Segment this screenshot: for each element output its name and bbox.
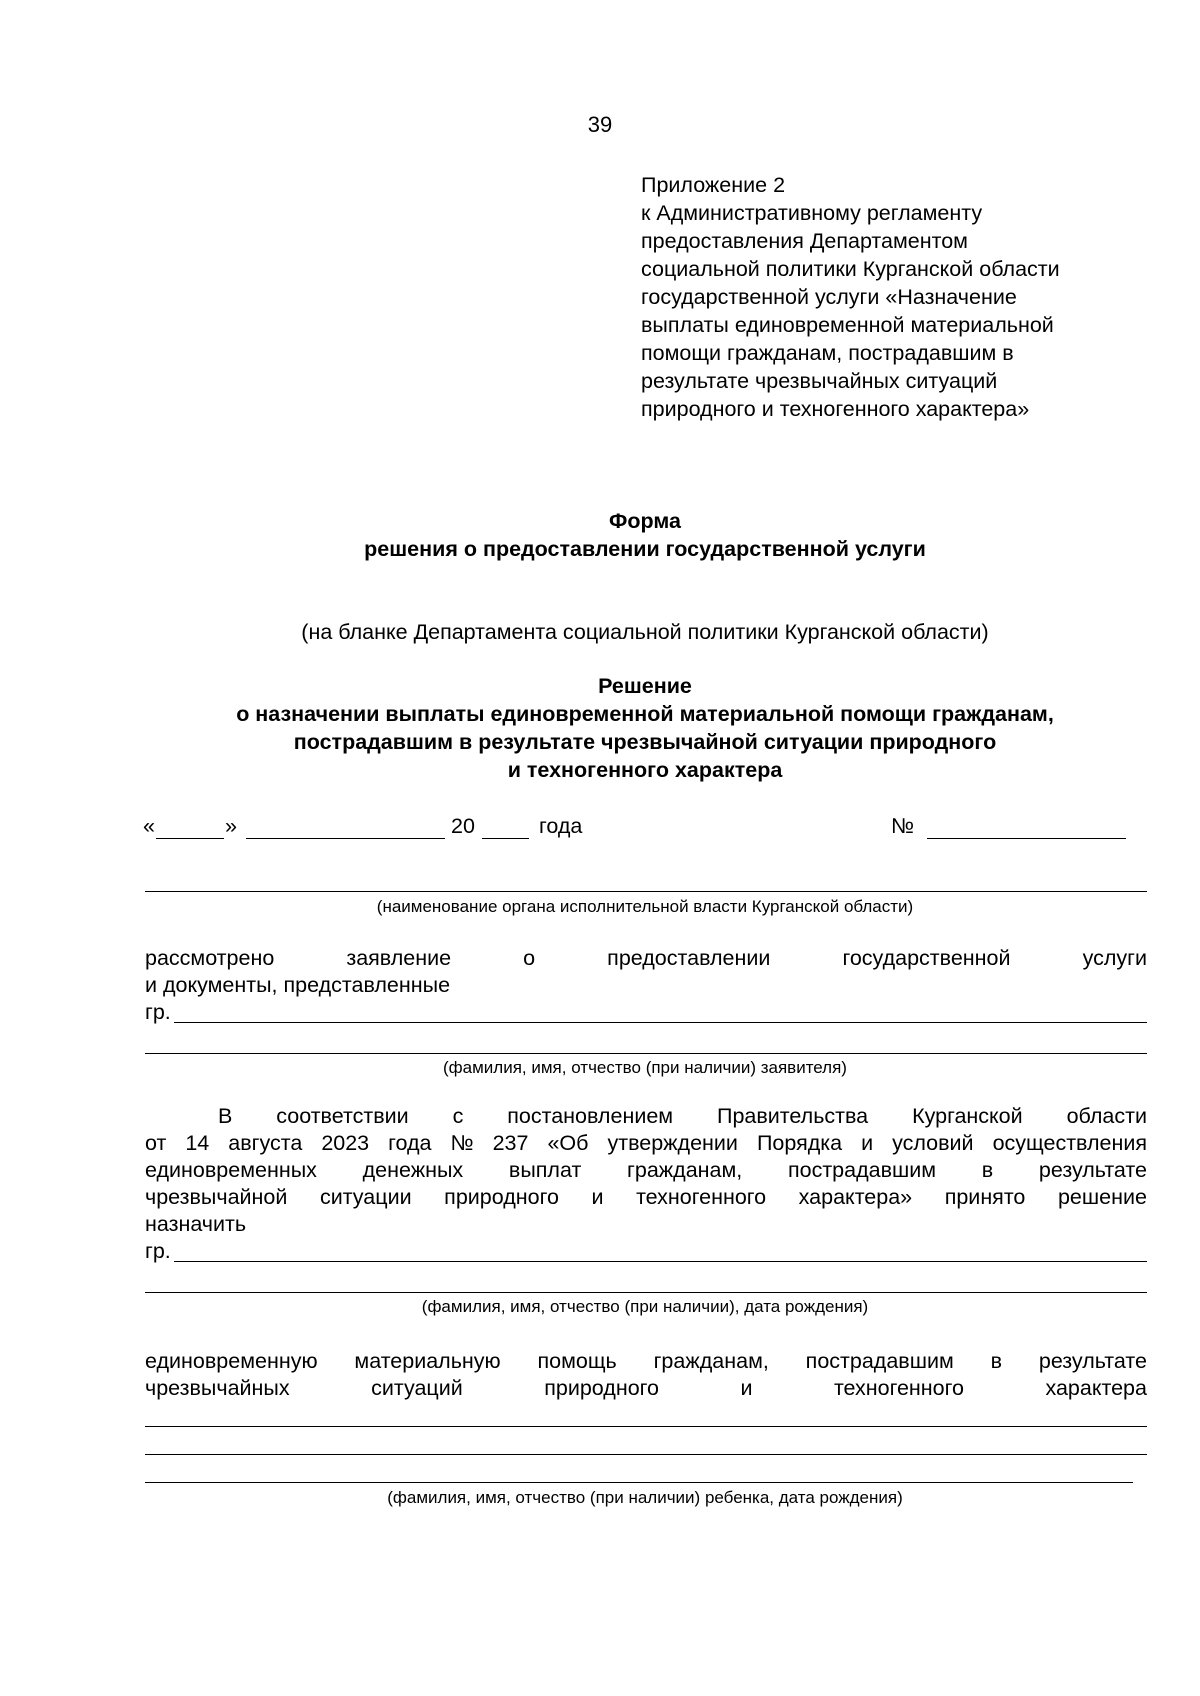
word: с xyxy=(452,1104,464,1128)
open-quote: « xyxy=(143,814,155,838)
recipient-caption: (фамилия, имя, отчество (при наличии), дата рождения) xyxy=(421,1297,869,1316)
decision-line-2 xyxy=(145,1130,1147,1157)
word: условий xyxy=(892,1131,974,1155)
word: материальную xyxy=(354,1349,501,1373)
word: выплат xyxy=(508,1158,582,1182)
child-caption: (фамилия, имя, отчество (при наличии) ребенка, дата рождения) xyxy=(387,1488,903,1507)
page-number: 39 xyxy=(587,112,613,137)
word: принято xyxy=(944,1185,1026,1209)
appendix-line: помощи гражданам, пострадавшим в xyxy=(641,341,1014,365)
word: постановлением xyxy=(507,1104,674,1128)
word: в xyxy=(981,1158,994,1182)
aid-line-2 xyxy=(145,1375,1147,1402)
appendix-line: государственной услуги «Назначение xyxy=(641,285,1017,309)
year-blank[interactable] xyxy=(482,838,529,839)
word: денежных xyxy=(362,1158,464,1182)
appendix-block xyxy=(641,171,1181,423)
word: предоставлении xyxy=(607,946,771,970)
number-blank[interactable] xyxy=(927,838,1126,839)
word: пострадавшим xyxy=(805,1349,954,1373)
word: Порядка xyxy=(756,1131,843,1155)
year-suffix: года xyxy=(539,814,583,838)
decision-line-4 xyxy=(145,1184,1147,1211)
close-quote: » xyxy=(225,814,237,838)
word: единовременных xyxy=(145,1158,317,1182)
recipient-line-2[interactable] xyxy=(145,1292,1147,1293)
word: в xyxy=(990,1349,1003,1373)
word: и xyxy=(861,1131,874,1155)
appendix-line: предоставления Департаментом xyxy=(641,229,968,253)
gr-label: гр. xyxy=(145,1000,171,1024)
word: пострадавшим xyxy=(787,1158,937,1182)
authority-line[interactable] xyxy=(145,891,1147,892)
word: В xyxy=(218,1104,233,1128)
month-blank[interactable] xyxy=(246,838,445,839)
decision-title-line: пострадавшим в результате чрезвычайной ситуации природного xyxy=(293,730,997,754)
recipient-line-1[interactable] xyxy=(174,1261,1147,1262)
word: и xyxy=(740,1376,753,1400)
word: единовременную xyxy=(145,1349,318,1373)
word: № xyxy=(450,1131,474,1155)
word: природного xyxy=(544,1376,659,1400)
word: результате xyxy=(1038,1158,1147,1182)
word: осуществления xyxy=(992,1131,1147,1155)
day-blank[interactable] xyxy=(156,838,224,839)
word: 14 xyxy=(185,1131,210,1155)
word: 237 xyxy=(492,1131,529,1155)
form-title xyxy=(0,507,1200,563)
child-line-1[interactable] xyxy=(145,1426,1147,1427)
word: Курганской xyxy=(912,1104,1023,1128)
applicant-caption: (фамилия, имя, отчество (при наличии) заявителя) xyxy=(443,1058,847,1077)
blank-note: (на бланке Департамента социальной политики Курганской области) xyxy=(301,620,989,644)
word: года xyxy=(388,1131,432,1155)
word: августа xyxy=(228,1131,303,1155)
number-sign: № xyxy=(891,814,915,838)
word: ситуации xyxy=(319,1185,412,1209)
word: государственной xyxy=(842,946,1011,970)
considered-line-1 xyxy=(145,945,1147,972)
word: Правительства xyxy=(717,1104,869,1128)
word: от xyxy=(145,1131,167,1155)
considered-line-2: и документы, представленные xyxy=(145,973,451,997)
word: гражданам, xyxy=(653,1349,769,1373)
appendix-line: к Административному регламенту xyxy=(641,201,983,225)
word: области xyxy=(1066,1104,1147,1128)
decision-title-line: о назначении выплаты единовременной материальной помощи гражданам, xyxy=(236,702,1054,726)
applicant-line-2[interactable] xyxy=(145,1053,1147,1054)
word: ситуаций xyxy=(371,1376,463,1400)
word: соответствии xyxy=(276,1104,409,1128)
word: характера xyxy=(1045,1376,1147,1400)
aid-line-1 xyxy=(145,1348,1147,1375)
appendix-line: социальной политики Курганской области xyxy=(641,257,1060,281)
word: техногенного xyxy=(636,1185,767,1209)
year-prefix: 20 xyxy=(451,814,475,838)
word: утверждении xyxy=(607,1131,738,1155)
form-title-line: решения о предоставлении государственной услуги xyxy=(364,537,926,561)
appendix-line: Приложение 2 xyxy=(641,173,786,197)
word: гражданам, xyxy=(627,1158,743,1182)
appendix-line: результате чрезвычайных ситуаций xyxy=(641,369,998,393)
child-line-2[interactable] xyxy=(145,1454,1147,1455)
word: чрезвычайных xyxy=(145,1376,290,1400)
form-title-line: Форма xyxy=(609,509,681,533)
word: и xyxy=(591,1185,604,1209)
decision-line-3 xyxy=(145,1157,1147,1184)
word: техногенного xyxy=(833,1376,964,1400)
word: природного xyxy=(444,1185,559,1209)
word: заявление xyxy=(346,946,452,970)
word: услуги xyxy=(1082,946,1147,970)
appendix-line: выплаты единовременной материальной xyxy=(641,313,1054,337)
gr-label: гр. xyxy=(145,1239,171,1263)
applicant-line-1[interactable] xyxy=(174,1022,1147,1023)
decision-line-5: назначить xyxy=(145,1212,247,1236)
decision-title-line: Решение xyxy=(598,674,692,698)
word: результате xyxy=(1038,1349,1147,1373)
decision-title xyxy=(0,672,1200,784)
word: характера» xyxy=(798,1185,913,1209)
authority-caption: (наименование органа исполнительной власти Курганской области) xyxy=(376,897,914,916)
word: помощь xyxy=(537,1349,617,1373)
word: чрезвычайной xyxy=(145,1185,288,1209)
word: 2023 xyxy=(321,1131,370,1155)
decision-line-1 xyxy=(218,1103,1147,1130)
word: рассмотрено xyxy=(145,946,275,970)
word: решение xyxy=(1057,1185,1147,1209)
word: о xyxy=(523,946,536,970)
appendix-line: природного и техногенного характера» xyxy=(641,397,1030,421)
child-line-3[interactable] xyxy=(145,1482,1133,1483)
decision-title-line: и техногенного характера xyxy=(507,758,783,782)
word: «Об xyxy=(547,1131,589,1155)
